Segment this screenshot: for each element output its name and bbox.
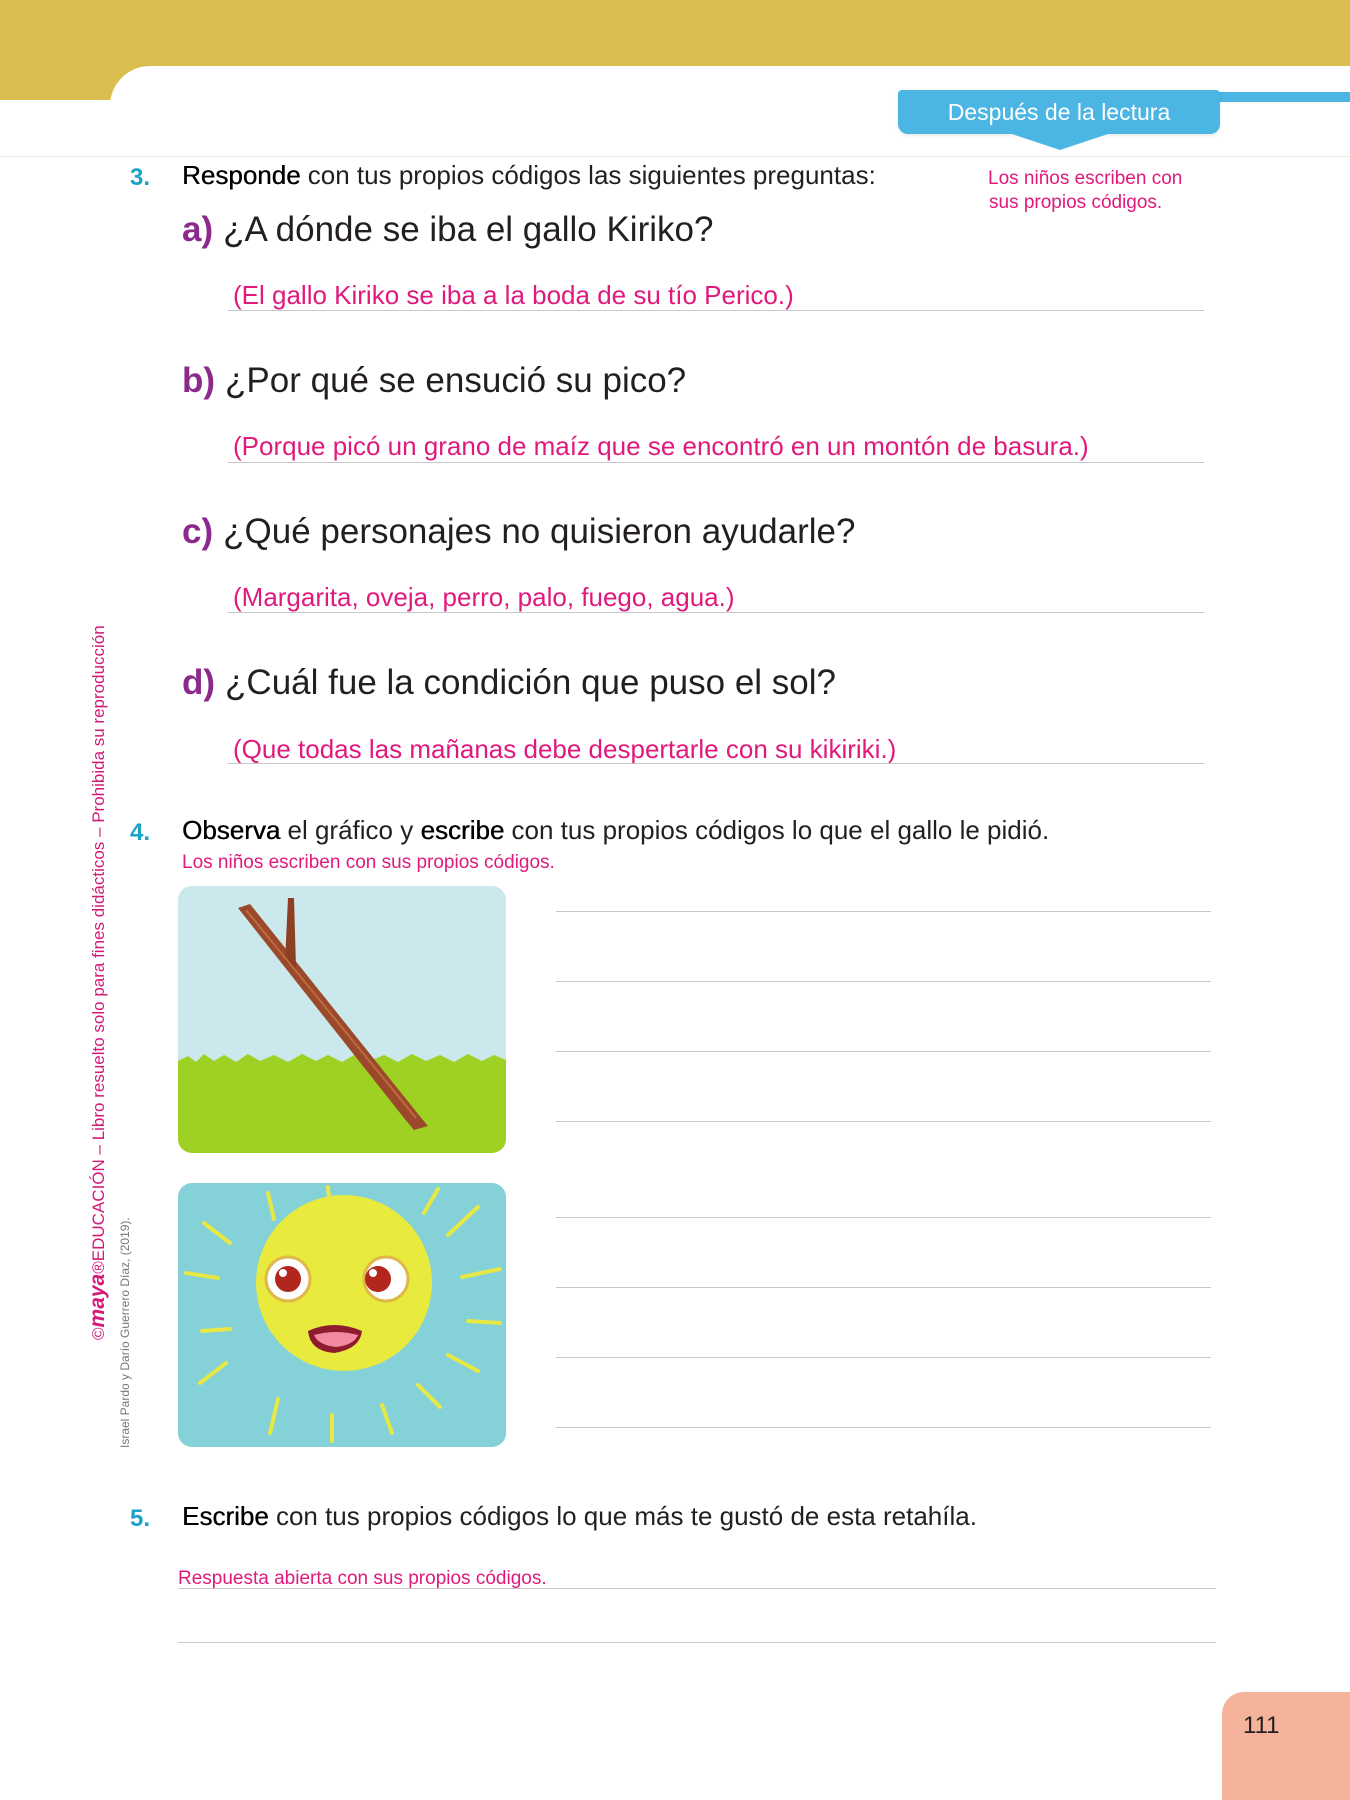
- sun-right-pupil: [365, 1266, 391, 1292]
- exercise-5-verb: Escribe: [182, 1501, 269, 1531]
- header-blue-strip: [1200, 92, 1350, 102]
- answer-line-c[interactable]: [228, 612, 1204, 613]
- exercise-3-teacher-note: [988, 167, 1182, 215]
- sun-ray: [468, 1321, 500, 1323]
- exercise-4-rest: con tus propios códigos lo que el gallo le pidió.: [511, 815, 1050, 845]
- exercise-5-instruction: [182, 1501, 977, 1532]
- exercise-5-rest: con tus propios códigos lo que más te gustó de esta retahíla.: [275, 1501, 977, 1531]
- answer-d: (Que todas las mañanas debe despertarle con su kikiriki.): [233, 734, 897, 764]
- writing-line[interactable]: [178, 1642, 1216, 1643]
- sun-svg: [178, 1183, 506, 1447]
- page-number-tab: [1222, 1692, 1350, 1800]
- question-b-text: ¿Por qué se ensució su pico?: [225, 361, 687, 400]
- sun-left-eye-shine: [279, 1269, 287, 1277]
- answer-line-b[interactable]: [228, 462, 1204, 463]
- exercise-5-answer: Respuesta abierta con sus propios códigos.: [178, 1568, 547, 1589]
- exercise-4-verb-escribe: escribe: [420, 815, 505, 845]
- answer-a: (El gallo Kiriko se iba a la boda de su tío Perico.): [233, 280, 794, 310]
- writing-line[interactable]: [556, 1217, 1211, 1218]
- authors-credit: Israel Pardo y Darío Guerrero Díaz, (2019).: [118, 1217, 132, 1448]
- writing-line[interactable]: [556, 1051, 1211, 1052]
- stick-illustration: [178, 886, 506, 1153]
- copyright-sidebar: [86, 440, 110, 1340]
- exercise-4-instruction: [182, 815, 1049, 846]
- question-d-text: ¿Cuál fue la condición que puso el sol?: [225, 663, 836, 702]
- exercise-4-teacher-note: Los niños escriben con sus propios códigos.: [182, 852, 555, 873]
- exercise-3-note-line-2: sus propios códigos.: [989, 192, 1163, 213]
- grass-ground: [178, 1054, 506, 1153]
- question-d: [182, 663, 836, 703]
- question-a: [182, 210, 713, 250]
- exercise-3-number: 3.: [130, 164, 151, 191]
- exercise-3-instruction-rest: con tus propios códigos las siguientes preguntas:: [307, 160, 876, 190]
- sun-ray: [202, 1329, 230, 1331]
- writing-line[interactable]: [556, 1357, 1211, 1358]
- header-divider: [0, 156, 1350, 157]
- publisher-brand: maya: [86, 1273, 109, 1328]
- exercise-4-verb-observa: Observa: [182, 815, 281, 845]
- exercise-4-number: 4.: [130, 819, 151, 846]
- answer-line-d[interactable]: [228, 763, 1204, 764]
- sun-left-pupil: [275, 1266, 301, 1292]
- registered-mark: ®: [89, 1261, 108, 1274]
- question-c-text: ¿Qué personajes no quisieron ayudarle?: [223, 512, 856, 551]
- exercise-4-mid: el gráfico y: [287, 815, 414, 845]
- writing-line[interactable]: [556, 1121, 1211, 1122]
- question-b: [182, 361, 686, 401]
- question-a-letter: a): [182, 210, 214, 249]
- answer-c: (Margarita, oveja, perro, palo, fuego, agua.): [233, 582, 735, 612]
- page-number: 111: [1243, 1712, 1280, 1739]
- question-b-letter: b): [182, 361, 216, 400]
- answer-line-a[interactable]: [228, 310, 1204, 311]
- exercise-3-note-line-1: Los niños escriben con: [988, 168, 1183, 189]
- copyright-symbol: ©: [89, 1327, 108, 1340]
- section-tab: Después de la lectura: [898, 90, 1220, 134]
- answer-b: (Porque picó un grano de maíz que se encontró en un montón de basura.): [233, 431, 1089, 461]
- imprint-text: EDUCACIÓN – Libro resuelto solo para fines didácticos – Prohibida su reproducción: [89, 625, 108, 1262]
- writing-line[interactable]: [178, 1588, 1216, 1589]
- question-c-letter: c): [182, 512, 214, 551]
- writing-line[interactable]: [556, 1427, 1211, 1428]
- question-d-letter: d): [182, 663, 216, 702]
- exercise-3-verb: Responde: [182, 160, 301, 190]
- writing-line[interactable]: [556, 1287, 1211, 1288]
- question-a-text: ¿A dónde se iba el gallo Kiriko?: [223, 210, 714, 249]
- sun-right-eye-shine: [369, 1269, 377, 1277]
- writing-line[interactable]: [556, 911, 1211, 912]
- exercise-3-instruction: [182, 160, 876, 191]
- section-tab-pointer: [1000, 130, 1120, 150]
- sun-illustration: [178, 1183, 506, 1447]
- exercise-5-number: 5.: [130, 1505, 151, 1532]
- writing-line[interactable]: [556, 981, 1211, 982]
- question-c: [182, 512, 855, 552]
- stick-svg: [178, 886, 506, 1153]
